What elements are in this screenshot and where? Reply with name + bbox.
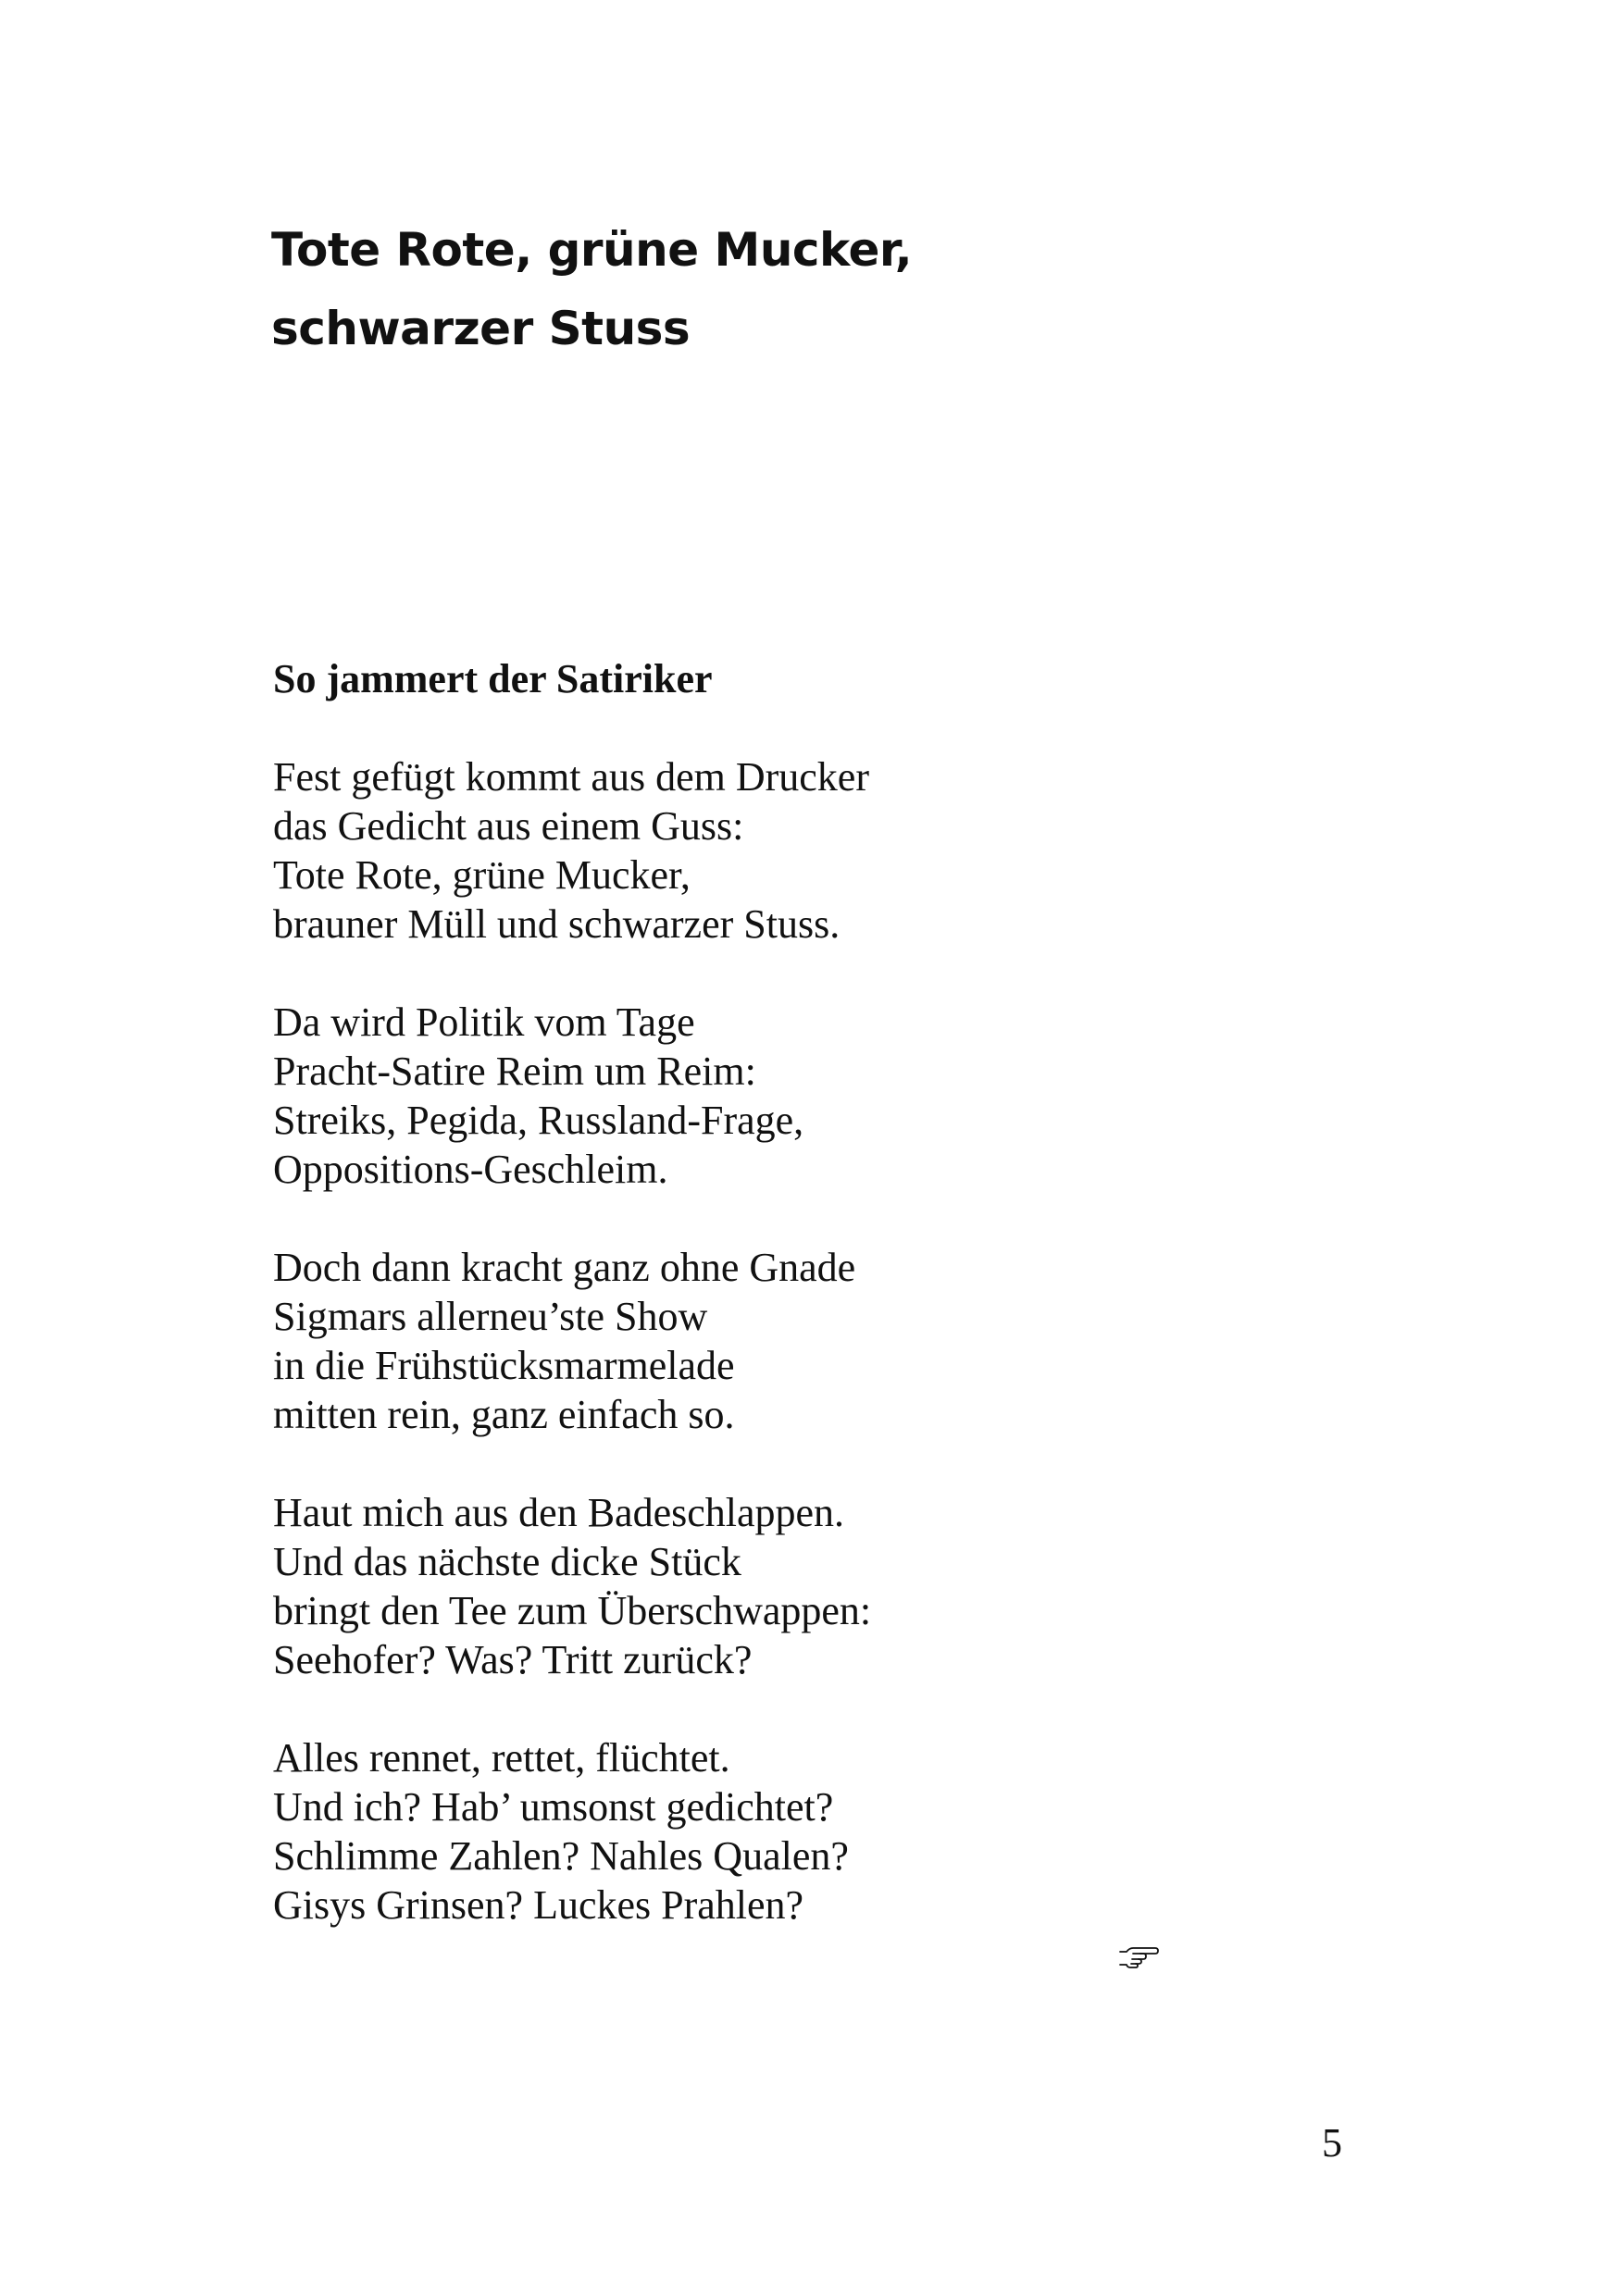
poem-line: Tote Rote, grüne Mucker, xyxy=(273,852,691,898)
poem-line: Schlimme Zahlen? Nahles Qualen? xyxy=(273,1833,849,1879)
poem-line: Und ich? Hab’ umsonst gedichtet? xyxy=(273,1784,834,1830)
poem-line: Haut mich aus den Badeschlappen. xyxy=(273,1490,845,1535)
poem-line: in die Frühstücksmarmelade xyxy=(273,1343,735,1388)
stanza xyxy=(273,998,1291,1194)
page-title xyxy=(271,211,1382,368)
poem-heading: So jammert der Satiriker xyxy=(273,656,713,701)
poem-line: Streiks, Pegida, Russland-Frage, xyxy=(273,1098,804,1143)
poem-line: Alles rennet, rettet, flüchtet. xyxy=(273,1735,730,1781)
poem-line: Pracht-Satire Reim um Reim: xyxy=(273,1049,756,1094)
poem-line: Sigmars allerneu’ste Show xyxy=(273,1294,708,1339)
title-line-2: schwarzer Stuss xyxy=(271,302,691,355)
poem-line: bringt den Tee zum Überschwappen: xyxy=(273,1588,872,1633)
poem-line: das Gedicht aus einem Guss: xyxy=(273,803,744,849)
page-number: 5 xyxy=(1322,2120,1342,2166)
poem-line: Doch dann kracht ganz ohne Gnade xyxy=(273,1245,856,1290)
stanza xyxy=(273,1243,1291,1439)
poem-line: Da wird Politik vom Tage xyxy=(273,999,695,1045)
stanza xyxy=(273,752,1291,949)
pointing-hand-icon xyxy=(1118,1943,1159,1969)
poem-line: Und das nächste dicke Stück xyxy=(273,1539,741,1584)
poem-body xyxy=(273,752,1291,1979)
stanza xyxy=(273,1733,1291,1930)
poem-line: Oppositions-Geschleim. xyxy=(273,1147,668,1192)
poem-line: Gisys Grinsen? Luckes Prahlen? xyxy=(273,1882,804,1928)
stanza xyxy=(273,1488,1291,1684)
poem-line: brauner Müll und schwarzer Stuss. xyxy=(273,901,841,947)
poem-line: Seehofer? Was? Tritt zurück? xyxy=(273,1637,753,1682)
poem-line: Fest gefügt kommt aus dem Drucker xyxy=(273,754,869,800)
title-line-1: Tote Rote, grüne Mucker, xyxy=(271,223,913,277)
poem-line: mitten rein, ganz einfach so. xyxy=(273,1392,735,1437)
